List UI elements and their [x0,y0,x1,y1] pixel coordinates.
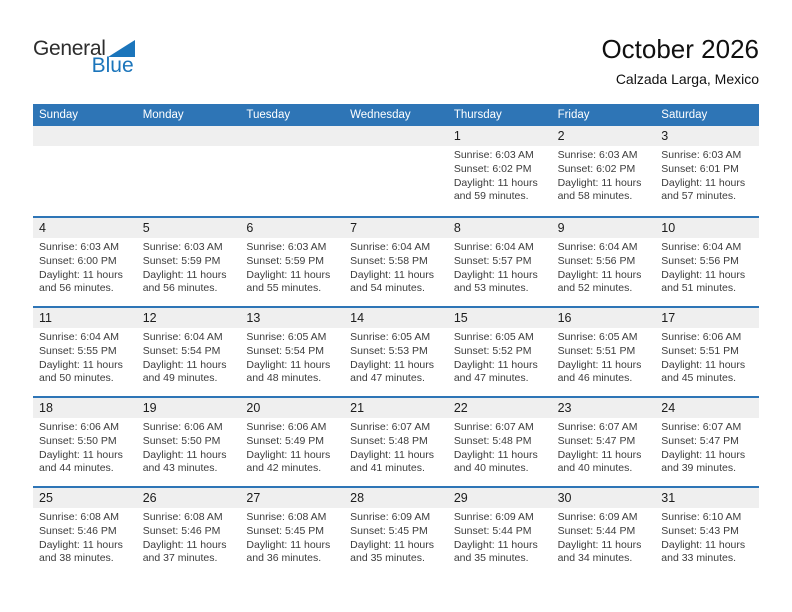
day-detail-line: Daylight: 11 hours [557,538,642,551]
day-detail-line: and 58 minutes. [557,190,633,203]
day-detail-line: Sunset: 5:59 PM [142,254,221,267]
day-detail-line: Sunrise: 6:06 AM [39,421,119,433]
day-detail-line: Sunset: 5:56 PM [557,254,636,267]
day-detail-line: Daylight: 11 hours [350,448,434,461]
day-cell [33,511,137,566]
day-detail-line: Daylight: 11 hours [661,176,746,189]
logo-general-text: General [33,37,106,60]
day-detail-line: Daylight: 11 hours [661,358,746,371]
day-cell [552,421,656,476]
day-detail-line: Sunset: 5:46 PM [142,524,221,537]
day-cell [137,241,241,296]
day-number-strip [33,218,759,238]
day-detail-line: Sunrise: 6:09 AM [453,511,534,523]
calendar-weeks [33,126,759,576]
weekday-header-row [33,104,759,126]
day-detail-line: Sunrise: 6:05 AM [453,331,534,343]
general-blue-logo [33,38,135,76]
day-detail-line: and 49 minutes. [142,372,218,385]
day-cell [552,149,656,204]
day-detail-line: Sunset: 5:58 PM [350,254,428,267]
day-detail-line: and 54 minutes. [350,282,425,295]
day-number: 20 [246,401,261,415]
day-number: 17 [661,311,676,325]
day-detail-line: and 47 minutes. [453,372,529,385]
day-detail-line: and 38 minutes. [39,552,114,565]
logo-blue-text: Blue [91,54,134,77]
day-number: 8 [453,221,461,235]
weekday-cell-friday: Friday [557,109,590,121]
day-detail-line: and 56 minutes. [142,282,218,295]
day-number [33,126,137,146]
day-detail-line: and 50 minutes. [39,372,114,385]
day-detail-line: Daylight: 11 hours [39,358,123,371]
day-detail-line: Daylight: 11 hours [453,268,538,281]
day-detail-line: Sunrise: 6:04 AM [557,241,638,253]
day-detail-line: Sunset: 5:52 PM [453,344,532,357]
day-number-strip [33,488,759,508]
day-detail-line: Sunrise: 6:03 AM [39,241,119,253]
day-cell [655,421,759,476]
day-detail-line: Daylight: 11 hours [39,448,123,461]
calendar [33,104,759,576]
day-number: 5 [142,221,150,235]
day-detail-line: and 43 minutes. [142,462,218,475]
day-number-strip [33,398,759,418]
day-detail-line: Sunrise: 6:03 AM [453,149,534,161]
day-detail-line: Daylight: 11 hours [246,538,331,551]
day-number: 12 [142,311,157,325]
day-cell [344,421,448,476]
day-detail-line: Sunset: 5:47 PM [661,434,739,447]
day-detail-line: Sunset: 5:48 PM [453,434,532,447]
day-detail-line: Daylight: 11 hours [350,268,434,281]
week-row [33,396,759,486]
day-detail-line: Sunrise: 6:04 AM [661,241,742,253]
day-detail-line: Daylight: 11 hours [557,358,642,371]
day-cell [655,241,759,296]
day-number: 2 [557,129,565,143]
day-detail-line: Daylight: 11 hours [557,268,642,281]
day-number [137,126,241,146]
day-number: 25 [39,491,53,505]
day-detail-line: Sunrise: 6:04 AM [453,241,534,253]
weekday-cell-wednesday: Wednesday [350,109,411,121]
day-detail-line: and 34 minutes. [557,552,633,565]
day-detail-line: Daylight: 11 hours [142,538,227,551]
day-detail-line: and 42 minutes. [246,462,322,475]
day-detail-line: and 55 minutes. [246,282,322,295]
day-detail-line: Sunset: 5:59 PM [246,254,325,267]
day-detail-line: Sunrise: 6:04 AM [350,241,431,253]
day-cell [137,511,241,566]
day-detail-line: Daylight: 11 hours [246,268,331,281]
day-detail-line: and 40 minutes. [453,462,529,475]
day-number: 13 [246,311,261,325]
day-detail-line: Sunset: 6:02 PM [557,162,636,175]
day-number: 14 [350,311,365,325]
day-detail-line: and 47 minutes. [350,372,425,385]
day-detail-line: and 53 minutes. [453,282,529,295]
day-cell [137,331,241,386]
day-detail-line: Sunset: 5:57 PM [453,254,532,267]
day-number [240,126,344,146]
day-detail-line: Sunset: 5:45 PM [246,524,325,537]
day-detail-line: Sunset: 5:55 PM [39,344,117,357]
day-detail-line: Sunrise: 6:07 AM [557,421,638,433]
day-detail-line: Sunset: 5:51 PM [557,344,636,357]
day-cell [240,421,344,476]
day-cell [448,331,552,386]
page-title: October 2026 [601,34,759,64]
title-block [601,34,759,87]
day-cell [137,421,241,476]
day-detail-line: and 33 minutes. [661,552,736,565]
day-details-grid [33,146,759,204]
day-detail-line: Daylight: 11 hours [453,176,538,189]
day-detail-line: and 51 minutes. [661,282,736,295]
day-detail-line: Sunset: 5:46 PM [39,524,117,537]
day-number: 31 [661,491,676,505]
day-detail-line: Sunset: 5:49 PM [246,434,325,447]
day-detail-line: Sunrise: 6:05 AM [557,331,638,343]
day-number: 28 [350,491,365,505]
day-cell [344,331,448,386]
page-subtitle: Calzada Larga, Mexico [615,71,759,87]
day-detail-line: Sunrise: 6:06 AM [246,421,327,433]
day-number: 19 [142,401,157,415]
day-detail-line: Sunset: 6:01 PM [661,162,739,175]
day-detail-line: Daylight: 11 hours [661,268,746,281]
day-cell [655,149,759,204]
weekday-cell-thursday: Thursday [453,109,502,121]
day-detail-line: Daylight: 11 hours [142,268,227,281]
day-detail-line: Daylight: 11 hours [39,538,123,551]
day-cell [448,241,552,296]
day-number-strip [33,126,759,146]
day-number: 24 [661,401,676,415]
day-number: 23 [557,401,572,415]
day-detail-line: Sunrise: 6:07 AM [350,421,431,433]
day-detail-line: Daylight: 11 hours [39,268,123,281]
day-detail-line: Sunset: 5:50 PM [142,434,221,447]
day-detail-line: Daylight: 11 hours [557,448,642,461]
day-number: 11 [39,311,52,325]
day-cell [552,331,656,386]
day-number: 16 [557,311,572,325]
day-detail-line: Sunset: 6:00 PM [39,254,117,267]
day-cell [137,149,241,204]
day-detail-line: Daylight: 11 hours [557,176,642,189]
day-details-grid [33,418,759,476]
day-details-grid [33,508,759,566]
day-detail-line: Daylight: 11 hours [661,448,746,461]
weekday-cell-sunday: Sunday [39,109,79,121]
day-detail-line: Sunrise: 6:07 AM [661,421,742,433]
day-detail-line: Sunset: 5:54 PM [246,344,325,357]
day-cell [240,241,344,296]
day-detail-line: Sunrise: 6:06 AM [142,421,223,433]
day-detail-line: Sunrise: 6:03 AM [246,241,327,253]
day-detail-line: Sunset: 5:47 PM [557,434,636,447]
day-detail-line: Sunset: 5:43 PM [661,524,739,537]
day-number: 4 [39,221,46,235]
day-detail-line: Sunrise: 6:08 AM [142,511,223,523]
day-cell [33,331,137,386]
day-number: 9 [557,221,565,235]
day-detail-line: and 45 minutes. [661,372,736,385]
day-detail-line: Sunrise: 6:09 AM [350,511,431,523]
day-detail-line: Sunset: 5:48 PM [350,434,428,447]
day-number: 27 [246,491,261,505]
day-detail-line: Sunrise: 6:05 AM [350,331,431,343]
day-detail-line: and 35 minutes. [453,552,529,565]
day-detail-line: Sunrise: 6:08 AM [246,511,327,523]
day-detail-line: Sunset: 6:02 PM [453,162,532,175]
day-cell [552,241,656,296]
day-detail-line: Daylight: 11 hours [661,538,746,551]
day-detail-line: Daylight: 11 hours [453,538,538,551]
day-number: 7 [350,221,358,235]
day-detail-line: and 40 minutes. [557,462,633,475]
day-cell [344,511,448,566]
day-cell [33,149,137,204]
day-cell [448,511,552,566]
day-detail-line: Sunset: 5:50 PM [39,434,117,447]
weekday-cell-saturday: Saturday [661,109,708,121]
day-cell [344,149,448,204]
day-number: 3 [661,129,669,143]
day-number-strip [33,308,759,328]
day-number: 21 [350,401,365,415]
day-detail-line: Sunset: 5:44 PM [557,524,636,537]
day-detail-line: and 52 minutes. [557,282,633,295]
week-row [33,216,759,306]
day-detail-line: Daylight: 11 hours [350,358,434,371]
day-detail-line: Sunrise: 6:07 AM [453,421,534,433]
day-number: 22 [453,401,468,415]
day-number: 18 [39,401,53,415]
day-detail-line: Daylight: 11 hours [142,448,227,461]
day-detail-line: Sunrise: 6:04 AM [142,331,223,343]
day-number: 15 [453,311,468,325]
day-cell [33,421,137,476]
day-detail-line: Daylight: 11 hours [142,358,227,371]
day-detail-line: Sunrise: 6:04 AM [39,331,119,343]
day-detail-line: and 39 minutes. [661,462,736,475]
week-row [33,126,759,216]
day-cell [655,511,759,566]
day-detail-line: Sunset: 5:56 PM [661,254,739,267]
day-detail-line: Sunset: 5:45 PM [350,524,428,537]
day-number: 30 [557,491,572,505]
day-detail-line: Sunset: 5:51 PM [661,344,739,357]
day-number: 10 [661,221,676,235]
day-detail-line: Sunset: 5:44 PM [453,524,532,537]
day-detail-line: Sunrise: 6:10 AM [661,511,742,523]
day-cell [33,241,137,296]
day-detail-line: and 48 minutes. [246,372,322,385]
day-detail-line: Daylight: 11 hours [246,358,331,371]
day-cell [655,331,759,386]
day-number [344,126,448,146]
day-number: 6 [246,221,254,235]
weekday-cell-tuesday: Tuesday [246,109,291,121]
day-cell [448,421,552,476]
day-cell [240,511,344,566]
weekday-cell-monday: Monday [142,109,184,121]
day-detail-line: and 41 minutes. [350,462,425,475]
day-detail-line: Sunrise: 6:09 AM [557,511,638,523]
day-details-grid [33,238,759,296]
day-cell [448,149,552,204]
day-detail-line: and 46 minutes. [557,372,633,385]
day-detail-line: Sunrise: 6:03 AM [661,149,742,161]
day-cell [240,331,344,386]
day-detail-line: and 57 minutes. [661,190,736,203]
day-detail-line: and 59 minutes. [453,190,529,203]
day-detail-line: and 56 minutes. [39,282,114,295]
day-detail-line: Sunrise: 6:05 AM [246,331,327,343]
day-detail-line: Sunrise: 6:06 AM [661,331,742,343]
day-detail-line: Daylight: 11 hours [453,448,538,461]
week-row [33,306,759,396]
day-details-grid [33,328,759,386]
day-detail-line: Sunset: 5:53 PM [350,344,428,357]
week-row [33,486,759,576]
day-detail-line: Sunrise: 6:08 AM [39,511,119,523]
day-detail-line: Sunrise: 6:03 AM [142,241,223,253]
day-cell [240,149,344,204]
day-detail-line: Daylight: 11 hours [246,448,331,461]
day-detail-line: and 44 minutes. [39,462,114,475]
day-number: 26 [142,491,157,505]
day-detail-line: and 35 minutes. [350,552,425,565]
day-cell [552,511,656,566]
day-number: 1 [453,129,461,143]
day-detail-line: Daylight: 11 hours [453,358,538,371]
day-detail-line: and 36 minutes. [246,552,322,565]
day-detail-line: Sunrise: 6:03 AM [557,149,638,161]
day-number: 29 [453,491,468,505]
day-detail-line: and 37 minutes. [142,552,218,565]
day-detail-line: Sunset: 5:54 PM [142,344,221,357]
day-cell [344,241,448,296]
day-detail-line: Daylight: 11 hours [350,538,434,551]
